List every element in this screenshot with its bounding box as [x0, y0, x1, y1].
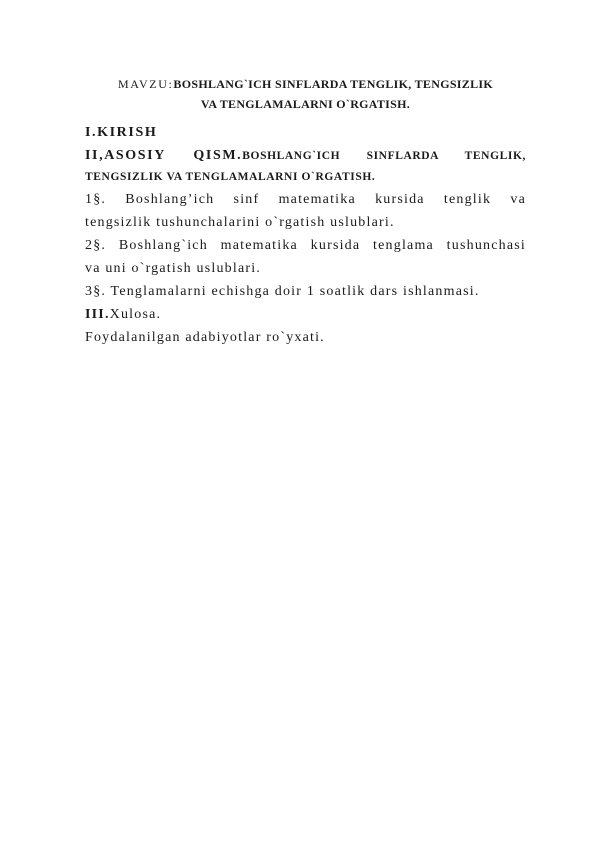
document-content	[85, 74, 526, 349]
topic-title-line-1	[85, 74, 526, 94]
intro-heading: I.KIRISH	[85, 125, 158, 140]
section-3: 3§. Tenglamalarni echishga doir 1 soatlik dars ishlanmasi.	[85, 284, 480, 299]
section-2-line-2: va uni o`rgatish uslublari.	[85, 261, 262, 276]
main-part-prefix: II,ASOSIY QISM.	[85, 148, 243, 163]
main-part-title-1: BOSHLANG`ICH SINFLARDA TENGLIK,	[242, 150, 526, 162]
conclusion-text: Xulosa.	[109, 307, 162, 322]
main-part-title-2: TENGSIZLIK VA TENGLAMALARNI O`RGATISH.	[85, 171, 376, 183]
topic-label: MAVZU:	[118, 77, 174, 91]
main-part-heading	[85, 145, 526, 167]
references-heading: Foydalanilgan adabiyotlar ro`yxati.	[85, 330, 325, 345]
conclusion-number: III.	[85, 307, 110, 322]
topic-title-text-1: BOSHLANG`ICH SINFLARDA TENGLIK, TENGSIZLIK	[173, 77, 493, 91]
section-1-line-2: tengsizlik tushunchalarini o`rgatish uslublari.	[85, 215, 395, 230]
section-1-line-1: 1§. Boshlang’ich sinf matematika kursida tenglik va	[85, 192, 526, 207]
topic-title-line-2: VA TENGLAMALARNI O`RGATISH.	[200, 97, 411, 111]
section-2-line-1: 2§. Boshlang`ich matematika kursida tenglama tushunchasi	[85, 238, 526, 253]
conclusion-heading	[85, 303, 526, 326]
